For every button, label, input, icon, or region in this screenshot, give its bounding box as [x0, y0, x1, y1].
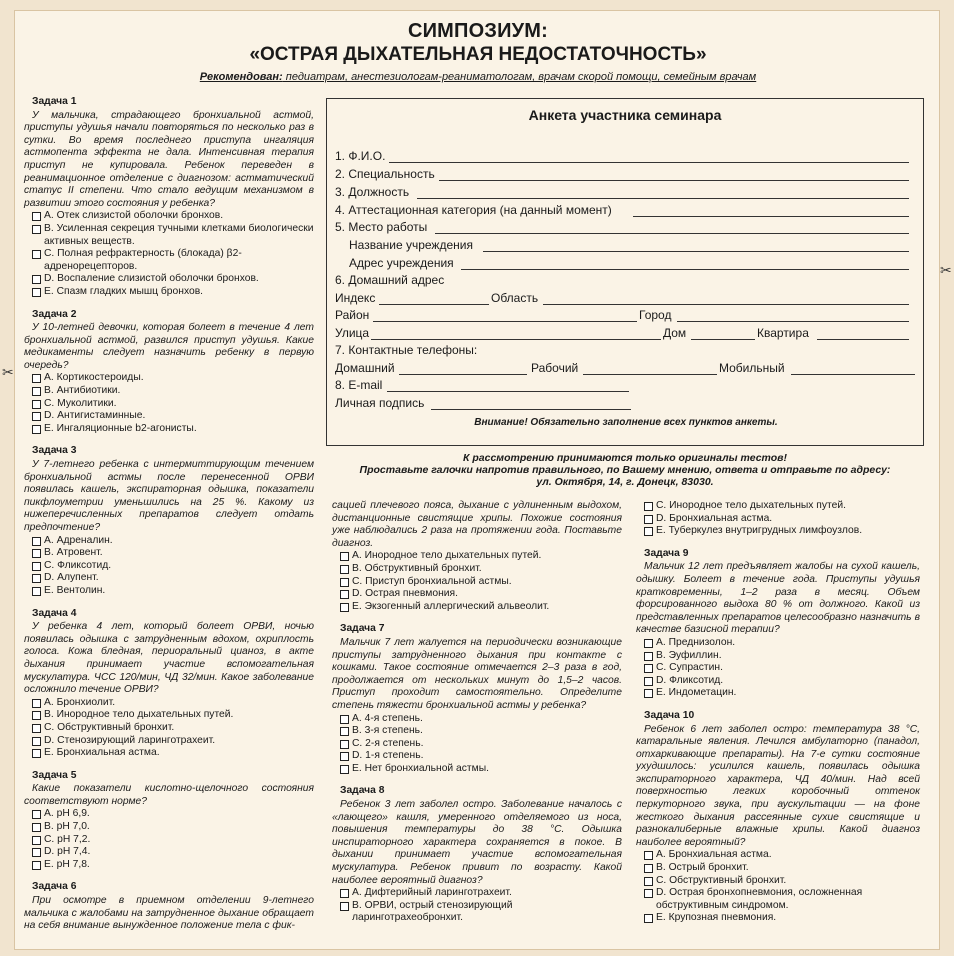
answer-option[interactable]: B. Усиленная секреция тучными клетками биологически активных веществ. — [24, 223, 314, 248]
task-text: У мальчика, страдающего бронхиальной астмой, приступы удушья начали повторяться по несколько раз в сутки. Во время последнего приступа ингаляция астмопента эффекта не дала. Интенсивная терапия приступ не купировала. Ребенок переведен в реанимационное отделение с диагнозом: астматический статус II степени. Что стало ведущим механизмом в развитии этого состояния у ребенка? — [24, 109, 314, 209]
checkbox[interactable] — [644, 527, 653, 536]
task-10 — [636, 710, 920, 925]
answer-option[interactable]: C. pH 7,2. — [24, 834, 314, 847]
rayon-field[interactable] — [373, 321, 637, 322]
institution-address-field[interactable] — [461, 269, 909, 270]
task-text: Какие показатели кислотно-щелочного состояния соответствуют норме? — [24, 783, 314, 807]
task-title: Задача 9 — [644, 547, 689, 559]
answer-option[interactable]: A. pH 6,9. — [24, 808, 314, 821]
checkbox[interactable] — [32, 425, 41, 434]
field-label-street: Улица — [335, 326, 370, 340]
header — [15, 19, 941, 83]
field-label-city: Город — [639, 308, 672, 322]
task-2 — [24, 309, 314, 436]
answer-option[interactable]: D. Антигистаминные. — [24, 410, 314, 423]
field-label-email: 8. E-mail — [335, 378, 383, 392]
checkbox[interactable] — [644, 914, 653, 923]
answer-option[interactable]: D. Фликсотид. — [636, 675, 920, 688]
answer-option[interactable]: A. Инородное тело дыхательных путей. — [332, 550, 622, 563]
task-1 — [24, 96, 314, 299]
checkbox[interactable] — [644, 864, 653, 873]
answer-option[interactable]: C. 2-я степень. — [332, 738, 622, 751]
checkbox[interactable] — [32, 574, 41, 583]
answer-option[interactable]: B. Атровент. — [24, 547, 314, 560]
checkbox[interactable] — [32, 288, 41, 297]
field-label-institution: Название учреждения — [349, 238, 473, 252]
field-label-apartment: Квартира — [757, 326, 809, 340]
task-title: Задача 10 — [644, 709, 695, 721]
task-9 — [636, 548, 920, 700]
answer-option[interactable]: E. Экзогенный аллергический альвеолит. — [332, 601, 622, 614]
answer-option[interactable]: C. Обструктивный бронхит. — [24, 722, 314, 735]
page-subtitle: «ОСТРАЯ ДЫХАТЕЛЬНАЯ НЕДОСТАТОЧНОСТЬ» — [249, 44, 707, 65]
field-label-position: 3. Должность — [335, 185, 410, 199]
notice-block — [326, 452, 924, 488]
notice-line: Проставьте галочки напротив правильного, по Вашему мнению, ответа и отправьте по адресу: — [359, 464, 891, 476]
checkbox[interactable] — [644, 689, 653, 698]
category-field[interactable] — [633, 216, 909, 217]
checkbox[interactable] — [644, 515, 653, 524]
task-title: Задача 6 — [32, 881, 77, 893]
oblast-field[interactable] — [543, 304, 909, 305]
field-label-index: Индекс — [335, 291, 376, 305]
email-field[interactable] — [387, 391, 629, 392]
fio-field[interactable] — [389, 162, 909, 163]
field-label-signature: Личная подпись — [335, 396, 425, 410]
index-field[interactable] — [379, 304, 489, 305]
answer-option[interactable]: E. Бронхиальная астма. — [24, 747, 314, 760]
answer-option[interactable]: A. Бронхиолит. — [24, 697, 314, 710]
answer-option[interactable]: B. Острый бронхит. — [636, 862, 920, 875]
checkbox[interactable] — [32, 387, 41, 396]
task-text: При осмотре в приемном отделении 9-летнего мальчика с жалобами на затрудненное дыхание обращает на себя внимание вынужденное положение тела с фик- — [24, 895, 314, 932]
checkbox[interactable] — [32, 549, 41, 558]
field-label-institution-address: Адрес учреждения — [349, 256, 454, 270]
position-field[interactable] — [417, 198, 909, 199]
answer-option[interactable]: A. Преднизолон. — [636, 637, 920, 650]
checkbox[interactable] — [32, 537, 41, 546]
task-text: Мальчик 12 лет предъявляет жалобы на сухой кашель, одышку. Болеет в течение года. Приступы удушья кратковременны, 1–2 раза в месяц. Объем форсированного выдоха 80 % от должного. Какой из представленных препаратов целесообразно назначить в качестве базисной терапии? — [636, 561, 920, 636]
form-note: Внимание! Обязательно заполнение всех пунктов анкеты. — [474, 417, 778, 428]
checkbox[interactable] — [32, 250, 41, 259]
recommend-label: Рекомендован: — [199, 71, 283, 83]
checkbox[interactable] — [644, 851, 653, 860]
answer-option[interactable]: A. Кортикостероиды. — [24, 372, 314, 385]
checkbox[interactable] — [32, 861, 41, 870]
task-5 — [24, 770, 314, 872]
answer-option[interactable]: A. Бронхиальная астма. — [636, 849, 920, 862]
field-label-work-phone: Рабочий — [531, 361, 579, 375]
task-3 — [24, 445, 314, 597]
task-title: Задача 5 — [32, 769, 77, 781]
recommend-text: педиатрам, анестезиологам-реаниматологам, врачам скорой помощи, семейным врачам — [282, 71, 757, 83]
home-phone-field[interactable] — [399, 374, 527, 375]
task-text: сацией плечевого пояса, дыхание с удлиненным выдохом, дистанционные свистящие хрипы. Похожие состояния уже наблюдались 2 раза на протяжении года. Поставьте диагноз. — [332, 500, 622, 549]
checkbox[interactable] — [340, 765, 349, 774]
scissors-icon: ✂ — [940, 262, 952, 278]
answer-option[interactable]: E. Ингаляционные b2-агонисты. — [24, 423, 314, 436]
column-left — [24, 96, 314, 943]
checkbox[interactable] — [644, 877, 653, 886]
task-text: У 7-летнего ребенка с интермиттирующим течением бронхиальной астмы после перенесенной ОРВИ появилась кашель, экспираторная одышка, показатели пикфлоуметрии уменьшились на 25 %. Какому из нижеперечисленных препаратов следует отдать предпочтение? — [24, 459, 314, 533]
apartment-field[interactable] — [817, 339, 909, 340]
institution-field[interactable] — [483, 251, 909, 252]
task-4 — [24, 608, 314, 760]
answer-option[interactable]: D. Стенозирующий ларинготрахеит. — [24, 735, 314, 748]
task-title: Задача 8 — [340, 785, 385, 797]
answer-option[interactable]: C. Инородное тело дыхательных путей. — [636, 500, 920, 513]
checkbox[interactable] — [340, 727, 349, 736]
checkbox[interactable] — [340, 590, 349, 599]
participant-form — [326, 98, 924, 446]
task-text: У ребенка 4 лет, который болеет ОРВИ, ночью появилась одышка с затрудненным вдохом, охриплость голоса. Кожа бледная, периоральный цианоз, в акте дыхания принимает участие вспомогательная мускулатура. ЧСС 120/мин, ЧД 32/мин. Какое заболевание осложнило течение ОРВИ? — [24, 621, 314, 696]
task-6-continued — [332, 500, 622, 613]
workplace-field[interactable] — [435, 233, 909, 234]
answer-option[interactable]: A. Дифтерийный ларинготрахеит. — [332, 887, 622, 900]
street-field[interactable] — [371, 339, 661, 340]
checkbox[interactable] — [32, 412, 41, 421]
checkbox[interactable] — [32, 587, 41, 596]
field-label-home-address: 6. Домашний адрес — [335, 273, 445, 287]
checkbox[interactable] — [32, 212, 41, 221]
checkbox[interactable] — [32, 711, 41, 720]
checkbox[interactable] — [340, 603, 349, 612]
task-title: Задача 1 — [32, 96, 77, 107]
answer-option[interactable]: E. pH 7,8. — [24, 859, 314, 872]
answer-option[interactable]: E. Индометацин. — [636, 687, 920, 700]
field-label-house: Дом — [663, 326, 687, 340]
answer-option[interactable]: D. Острая бронхопневмония, осложненная обструктивным синдромом. — [636, 887, 920, 912]
mobile-phone-field[interactable] — [791, 374, 915, 375]
answer-option[interactable]: E. Спазм гладких мышц бронхов. — [24, 286, 314, 299]
answer-option[interactable]: B. ОРВИ, острый стенозирующий ларинготрахеобронхит. — [332, 900, 622, 925]
checkbox[interactable] — [32, 374, 41, 383]
checkbox[interactable] — [32, 810, 41, 819]
checkbox[interactable] — [340, 715, 349, 724]
checkbox[interactable] — [32, 225, 41, 234]
answer-option[interactable]: B. Обструктивный бронхит. — [332, 563, 622, 576]
answer-option[interactable]: E. Нет бронхиальной астмы. — [332, 763, 622, 776]
checkbox[interactable] — [340, 889, 349, 898]
answer-option[interactable]: C. Муколитики. — [24, 398, 314, 411]
field-label-home-phone: Домашний — [335, 361, 395, 375]
field-label-phones: 7. Контактные телефоны: — [335, 343, 478, 357]
answer-option[interactable]: D. 1-я степень. — [332, 750, 622, 763]
answer-option[interactable]: A. Адреналин. — [24, 535, 314, 548]
checkbox[interactable] — [644, 639, 653, 648]
answer-option[interactable]: C. Полная рефрактерность (блокада) β2-адренорецепторов. — [24, 248, 314, 273]
checkbox[interactable] — [644, 889, 653, 898]
checkbox[interactable] — [644, 677, 653, 686]
checkbox[interactable] — [644, 502, 653, 511]
checkbox[interactable] — [32, 749, 41, 758]
checkbox[interactable] — [340, 565, 349, 574]
recommend-line — [15, 71, 941, 83]
checkbox[interactable] — [644, 664, 653, 673]
answer-option[interactable]: C. Супрастин. — [636, 662, 920, 675]
checkbox[interactable] — [32, 724, 41, 733]
answer-option[interactable]: A. Отек слизистой оболочки бронхов. — [24, 210, 314, 223]
field-label-category: 4. Аттестационная категория (на данный момент) — [335, 203, 612, 217]
answer-option[interactable]: E. Крупозная пневмония. — [636, 912, 920, 925]
field-label-fio: 1. Ф.И.О. — [335, 149, 386, 163]
checkbox[interactable] — [644, 652, 653, 661]
checkbox[interactable] — [32, 699, 41, 708]
page-title: СИМПОЗИУМ: — [407, 20, 549, 42]
answer-option[interactable]: C. Обструктивный бронхит. — [636, 875, 920, 888]
task-title: Задача 3 — [32, 445, 77, 457]
checkbox[interactable] — [32, 275, 41, 284]
answer-option[interactable]: A. 4-я степень. — [332, 713, 622, 726]
task-8-continued — [636, 500, 920, 538]
task-title: Задача 2 — [32, 308, 77, 320]
column-middle — [332, 500, 622, 935]
checkbox[interactable] — [32, 848, 41, 857]
answer-option[interactable]: B. pH 7,0. — [24, 821, 314, 834]
task-6 — [24, 881, 314, 932]
checkbox[interactable] — [32, 562, 41, 571]
answer-option[interactable]: C. Приступ бронхиальной астмы. — [332, 576, 622, 589]
checkbox[interactable] — [32, 823, 41, 832]
answer-option[interactable]: B. Эуфиллин. — [636, 650, 920, 663]
answer-option[interactable]: D. Бронхиальная астма. — [636, 513, 920, 526]
task-title: Задача 7 — [340, 623, 385, 635]
checkbox[interactable] — [340, 552, 349, 561]
answer-option[interactable]: B. Инородное тело дыхательных путей. — [24, 709, 314, 722]
answer-option[interactable]: E. Туберкулез внутригрудных лимфоузлов. — [636, 525, 920, 538]
field-label-workplace: 5. Место работы — [335, 220, 428, 234]
task-text: Ребенок 3 лет заболел остро. Заболевание началось с «лающего» кашля, умеренного отделяемого из носа, повышения температуры до 38 °С. Одышка инспираторного характера сохраняется в покое. В дыхании принимает участие вспомогательная мускулатура. Ребенок привит по возрасту. Какой наиболее вероятный диагноз? — [332, 799, 622, 886]
task-title: Задача 4 — [32, 607, 77, 619]
task-text: У 10-летней девочки, которая болеет в течение 4 лет бронхиальной астмой, развился приступ удушья. Какие медикаменты следует назначить ребенку в первую очередь? — [24, 322, 314, 371]
answer-option[interactable]: D. Острая пневмония. — [332, 588, 622, 601]
specialty-field[interactable] — [439, 180, 909, 181]
task-text: Ребенок 6 лет заболел остро: температура 38 °С, катаральные явления. Лечился амбулаторно (панадол, отхаркивающие препараты). На 7-е сутки состояние ухудшилось: усилился кашель, появилась одышка экспираторного характера, ЧД 40/мин. Над всей поверхностью легких коробочный оттенок перкуторного звука, при аускультации — на фоне жесткого дыхания рассеянные сухие свистящие и разнокалиберные влажные хрипы. Какой диагноз наиболее вероятный? — [636, 723, 920, 848]
checkbox[interactable] — [340, 752, 349, 761]
answer-option[interactable]: D. Воспаление слизистой оболочки бронхов. — [24, 273, 314, 286]
answer-option[interactable]: E. Вентолин. — [24, 585, 314, 598]
field-label-rayon: Район — [335, 308, 370, 322]
field-label-oblast: Область — [491, 291, 539, 305]
checkbox[interactable] — [32, 400, 41, 409]
signature-field[interactable] — [431, 409, 631, 410]
checkbox[interactable] — [32, 836, 41, 845]
answer-option[interactable]: C. Фликсотид. — [24, 560, 314, 573]
field-label-mobile-phone: Мобильный — [719, 361, 785, 375]
answer-option[interactable]: B. Антибиотики. — [24, 385, 314, 398]
checkbox[interactable] — [340, 740, 349, 749]
scissors-icon: ✂ — [2, 364, 14, 380]
notice-line: К рассмотрению принимаются только оригиналы тестов! — [463, 452, 787, 464]
checkbox[interactable] — [340, 578, 349, 587]
city-field[interactable] — [677, 321, 909, 322]
answer-option[interactable]: D. pH 7,4. — [24, 846, 314, 859]
work-phone-field[interactable] — [583, 374, 717, 375]
checkbox[interactable] — [32, 737, 41, 746]
checkbox[interactable] — [340, 902, 349, 911]
task-text: Мальчик 7 лет жалуется на периодически возникающие приступы затрудненного дыхания при контакте с кошками. Такое состояние отмечается 2–3 раза в год, продолжается от нескольких минут до 1,5–2 часов. Приступ проходит самостоятельно. Определите степень тяжести бронхиальной астмы у ребенка? — [332, 636, 622, 711]
house-field[interactable] — [691, 339, 755, 340]
field-label-specialty: 2. Специальность — [335, 167, 435, 181]
task-8 — [332, 785, 622, 925]
answer-option[interactable]: B. 3-я степень. — [332, 725, 622, 738]
notice-address: ул. Октября, 14, г. Донецк, 83030. — [536, 476, 714, 488]
task-7 — [332, 623, 622, 775]
column-right — [636, 500, 920, 935]
answer-option[interactable]: D. Алупент. — [24, 572, 314, 585]
form-title: Анкета участника семинара — [528, 107, 722, 123]
